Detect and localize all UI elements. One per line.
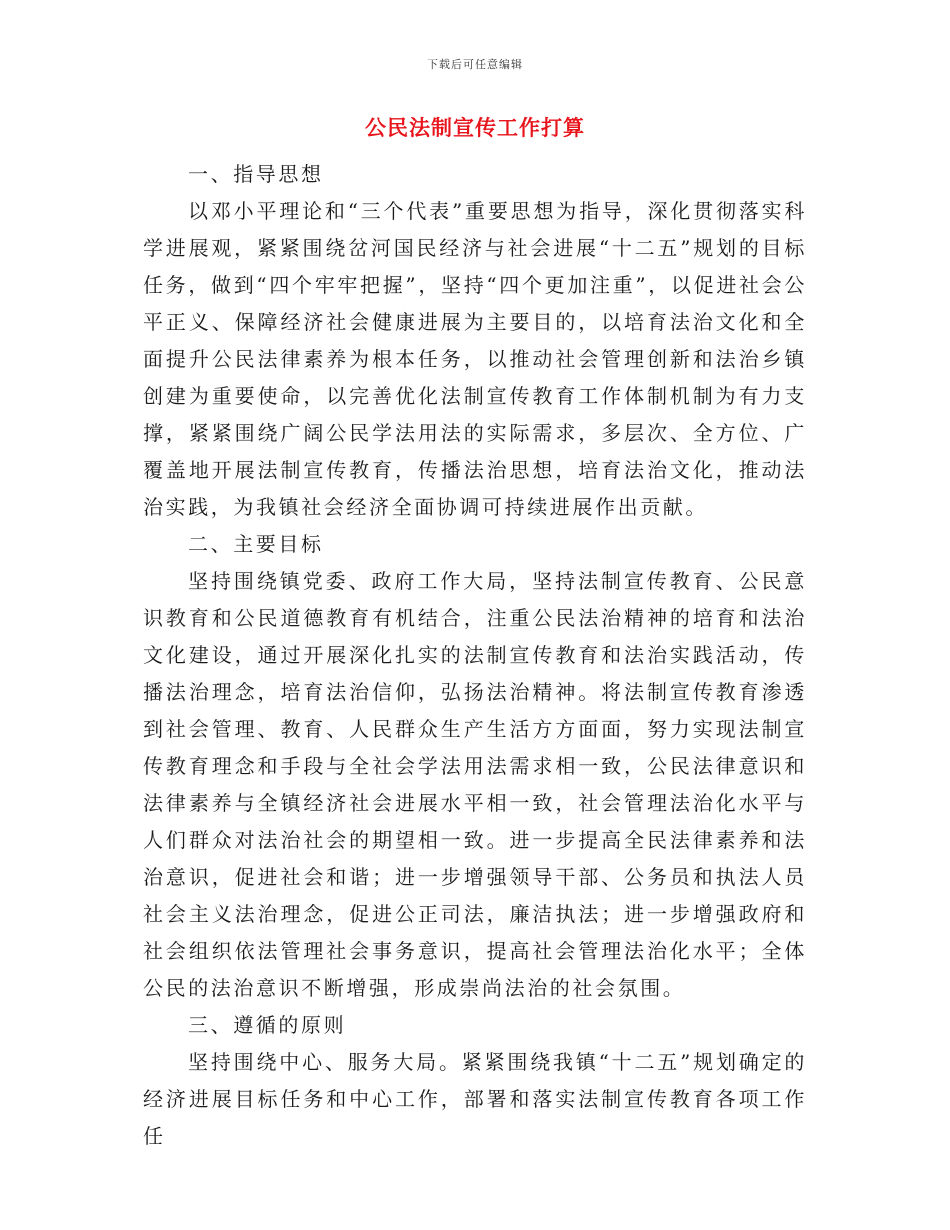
section-heading-principles: 三、遵循的原则 xyxy=(188,1013,347,1037)
paragraph-main-goals: 坚持围绕镇党委、政府工作大局，坚持法制宣传教育、公民意识教育和公民道德教育有机结合，注重公民法治精神的培育和法治文化建设，通过开展深化扎实的法制宣传教育和法治实践活动，传播法治理念，培育法治信仰，弘扬法治精神。将法制宣传教育渗透到社会管理、教育、人民群众生产生活方方面面，努力实现法制宣传教育理念和手段与全社会学法用法需求相一致，公民法律意识和法律素养与全镇经济社会进展水平相一致，社会管理法治化水平与人们群众对法治社会的期望相一致。进一步提高全民法律素养和法治意识，促进社会和谐；进一步增强领导干部、公务员和执法人员社会主义法治理念，促进公正司法，廉洁执法；进一步增强政府和社会组织依法管理社会事务意识，提高社会管理法治化水平；全体公民的法治意识不断增强，形成崇尚法治的社会氛围。 xyxy=(143,569,807,1000)
paragraph-guiding-ideology: 以邓小平理论和“三个代表”重要思想为指导，深化贯彻落实科学进展观，紧紧围绕岔河国民经济与社会进展“十二五”规划的目标任务，做到“四个牢牢把握”，坚持“四个更加注重”，以促进社会公平正义、保障经济社会健康进展为主要目的，以培育法治文化和全面提升公民法律素养为根本任务，以推动社会管理创新和法治乡镇创建为重要使命，以完善优化法制宣传教育工作体制机制为有力支撑，紧紧围绕广阔公民学法用法的实际需求，多层次、全方位、广覆盖地开展法制宣传教育，传播法治思想，培育法治文化，推动法治实践，为我镇社会经济全面协调可持续进展作出贡献。 xyxy=(143,199,807,519)
section-heading-main-goals: 二、主要目标 xyxy=(188,532,324,556)
document-title: 公民法制宣传工作打算 xyxy=(365,115,585,140)
document-body xyxy=(143,156,807,1155)
header-note: 下载后可任意编辑 xyxy=(427,58,523,71)
section-heading-guiding-ideology: 一、指导思想 xyxy=(188,162,324,186)
paragraph-principles: 坚持围绕中心、服务大局。紧紧围绕我镇“十二五”规划确定的经济进展目标任务和中心工作，部署和落实法制宣传教育各项工作任 xyxy=(143,1050,807,1148)
